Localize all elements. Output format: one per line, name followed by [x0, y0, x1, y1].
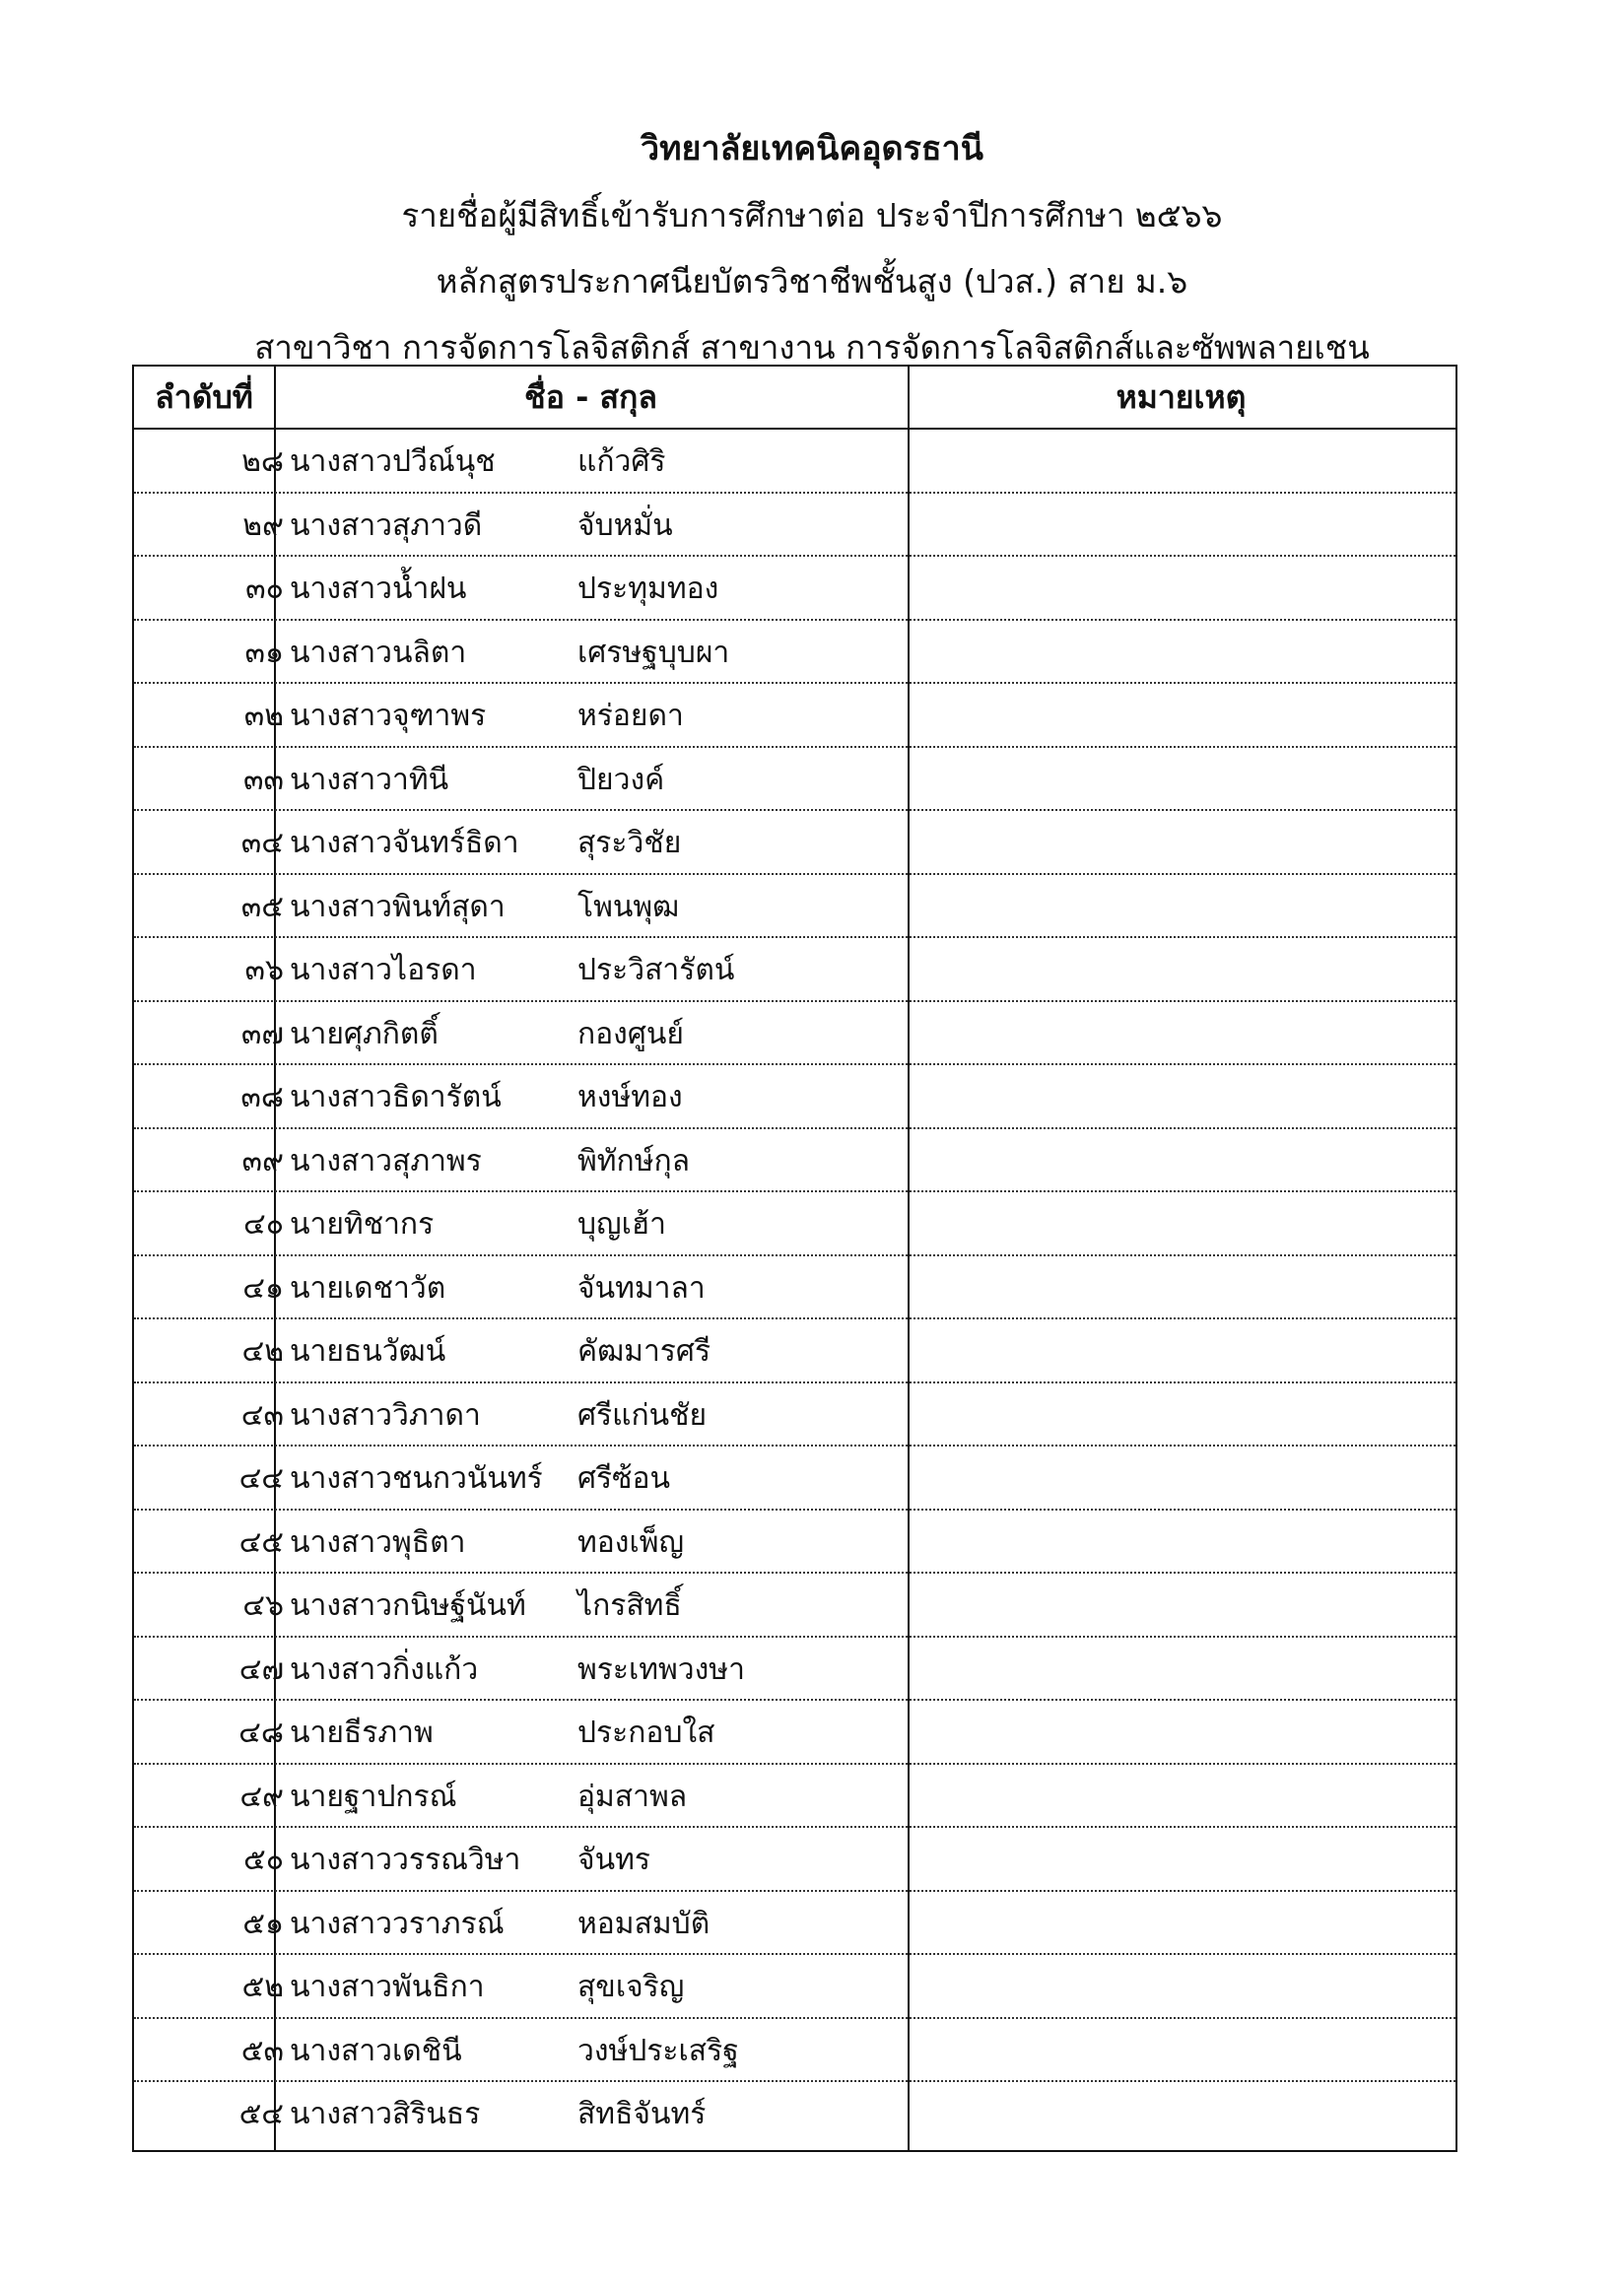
table-row	[134, 621, 1455, 685]
student-last-name: แก้วศิริ	[577, 444, 666, 479]
student-first-name: นายเดชาวัต	[290, 1270, 446, 1306]
table-row	[134, 1828, 1455, 1892]
student-first-name: นางสาววราภรณ์	[290, 1906, 505, 1941]
document-title: รายชื่อผู้มีสิทธิ์เข้ารับการศึกษาต่อ ประจำปีการศึกษา ๒๕๖๖	[401, 196, 1223, 235]
row-number: ๒๘	[241, 444, 284, 479]
row-number: ๔๙	[239, 1779, 284, 1814]
student-first-name: นายธนวัฒน์	[290, 1334, 446, 1369]
student-last-name: ศรีแก่นชัย	[577, 1397, 708, 1433]
table-row	[134, 1065, 1455, 1129]
table-row	[134, 875, 1455, 939]
student-last-name: จันทมาลา	[577, 1270, 706, 1306]
student-first-name: นางสาวปวีณ์นุช	[290, 444, 496, 479]
row-number: ๓๙	[241, 1143, 284, 1178]
student-last-name: ไกรสิทธิ์	[577, 1588, 682, 1623]
table-row	[134, 684, 1455, 748]
student-first-name: นางสาวพินท์สุดา	[290, 889, 506, 924]
row-number: ๕๒	[241, 1970, 284, 2004]
student-first-name: นางสาวไอรดา	[290, 953, 477, 987]
table-row	[134, 2082, 1455, 2146]
student-first-name: นางสาวเดชินี	[290, 2033, 462, 2068]
student-first-name: นางสาวกนิษฐ์นันท์	[290, 1588, 526, 1623]
student-last-name: สุระวิชัย	[577, 826, 682, 860]
student-first-name: นางสาวสุภาวดี	[290, 507, 483, 543]
row-number: ๓๘	[240, 1080, 284, 1114]
student-first-name: นางสาวสุภาพร	[290, 1143, 482, 1178]
student-last-name: จับหมั่น	[577, 507, 673, 543]
program-line: หลักสูตรประกาศนียบัตรวิชาชีพชั้นสูง (ปวส.) สาย ม.๖	[436, 262, 1188, 301]
student-first-name: นางสาวพันธิกา	[290, 1970, 485, 2004]
table-row	[134, 1447, 1455, 1511]
table-row	[134, 1574, 1455, 1638]
table-row	[134, 1192, 1455, 1256]
table-row	[134, 1383, 1455, 1447]
document-header	[0, 116, 1624, 380]
column-header-name: ชื่อ - สกุล	[523, 378, 657, 416]
student-first-name: นางสาวน้ำฝน	[290, 572, 467, 606]
student-last-name: คัฒมารศรี	[577, 1334, 711, 1369]
table-header	[134, 367, 1455, 430]
student-first-name: นางสาววรรณวิษา	[290, 1843, 521, 1877]
row-number: ๔๔	[238, 1461, 284, 1496]
college-name: วิทยาลัยเทคนิคอุดรธานี	[641, 129, 983, 168]
row-number: ๓๑	[244, 635, 284, 670]
column-header-number: ลำดับที่	[155, 378, 253, 416]
major-line: สาขาวิชา การจัดการโลจิสติกส์ สาขางาน การจัดการโลจิสติกส์และซัพพลายเชน	[254, 328, 1370, 367]
table-row	[134, 1638, 1455, 1702]
student-first-name: นางสาวาทินี	[290, 762, 449, 797]
student-last-name: ศรีซ้อน	[577, 1461, 671, 1496]
student-last-name: พิทักษ์กุล	[577, 1143, 691, 1178]
student-first-name: นางสาวจันทร์ธิดา	[290, 826, 519, 860]
table-row	[134, 1511, 1455, 1575]
student-last-name: ประวิสารัตน์	[577, 953, 735, 987]
row-number: ๔๘	[238, 1716, 284, 1750]
table-row	[134, 430, 1455, 494]
row-number: ๓๕	[240, 889, 284, 924]
row-number: ๕๓	[240, 2033, 284, 2068]
row-number: ๔๐	[242, 1207, 284, 1242]
table-row	[134, 1319, 1455, 1383]
table-row	[134, 1256, 1455, 1320]
student-last-name: สุขเจริญ	[577, 1970, 685, 2004]
student-last-name: อุ่มสาพล	[577, 1779, 688, 1814]
student-last-name: จันทร	[577, 1843, 650, 1877]
student-first-name: นายทิชากร	[290, 1207, 435, 1242]
table-row	[134, 1892, 1455, 1956]
row-number: ๓๖	[244, 953, 284, 987]
student-last-name: เศรษฐบุบผา	[577, 635, 730, 670]
student-last-name: บุญเฮ้า	[577, 1207, 667, 1242]
student-last-name: ทองเพ็ญ	[577, 1524, 685, 1560]
student-last-name: ปิยวงค์	[577, 762, 665, 797]
row-number: ๒๙	[242, 507, 284, 543]
column-header-note: หมายเหตุ	[1116, 378, 1247, 416]
student-last-name: ประทุมทอง	[577, 572, 719, 606]
table-row	[134, 557, 1455, 621]
row-number: ๔๑	[242, 1270, 284, 1306]
row-number: ๔๕	[238, 1524, 284, 1560]
student-last-name: สิทธิจันทร์	[577, 2097, 707, 2131]
table-body	[134, 430, 1455, 2146]
student-first-name: นายศุภกิตติ์	[290, 1016, 439, 1051]
row-number: ๔๓	[240, 1397, 284, 1433]
row-number: ๕๑	[242, 1906, 284, 1941]
student-last-name: พระเทพวงษา	[577, 1651, 745, 1687]
row-number: ๕๔	[238, 2097, 284, 2131]
table-row	[134, 2019, 1455, 2083]
table-row	[134, 1765, 1455, 1829]
student-first-name: นายฐาปกรณ์	[290, 1779, 457, 1814]
row-number: ๓๒	[243, 699, 284, 733]
table-row	[134, 1955, 1455, 2019]
student-last-name: กองศูนย์	[577, 1016, 684, 1051]
table-row	[134, 1002, 1455, 1066]
student-first-name: นางสาววิภาดา	[290, 1397, 481, 1433]
row-number: ๔๖	[242, 1588, 284, 1623]
student-list-table	[132, 365, 1457, 2152]
student-first-name: นางสาวจุฑาพร	[290, 699, 487, 733]
row-number: ๔๒	[241, 1334, 284, 1369]
student-first-name: นางสาวชนกวนันทร์	[290, 1461, 543, 1496]
student-first-name: นางสาวพุธิตา	[290, 1524, 466, 1560]
table-row	[134, 1129, 1455, 1193]
student-first-name: นางสาวนลิตา	[290, 635, 467, 670]
student-last-name: วงษ์ประเสริฐ	[577, 2033, 739, 2068]
table-row	[134, 811, 1455, 875]
student-last-name: หอมสมบัติ	[577, 1906, 710, 1941]
row-number: ๓๐	[245, 572, 284, 606]
student-first-name: นายธีรภาพ	[290, 1716, 434, 1750]
student-last-name: หร่อยดา	[577, 699, 684, 733]
student-first-name: นางสาวกิ่งแก้ว	[290, 1651, 479, 1687]
student-first-name: นางสาวสิรินธร	[290, 2097, 481, 2131]
student-first-name: นางสาวธิดารัตน์	[290, 1080, 502, 1114]
table-row	[134, 748, 1455, 812]
row-number: ๕๐	[242, 1843, 284, 1877]
row-number: ๓๔	[240, 826, 284, 860]
student-last-name: ประกอบใส	[577, 1716, 715, 1750]
table-row	[134, 494, 1455, 558]
student-last-name: โพนพุฒ	[577, 889, 680, 924]
row-number: ๔๗	[238, 1651, 284, 1687]
table-row	[134, 1701, 1455, 1765]
row-number: ๓๓	[242, 762, 284, 797]
table-row	[134, 938, 1455, 1002]
row-number: ๓๗	[240, 1016, 284, 1051]
student-last-name: หงษ์ทอง	[577, 1080, 683, 1114]
